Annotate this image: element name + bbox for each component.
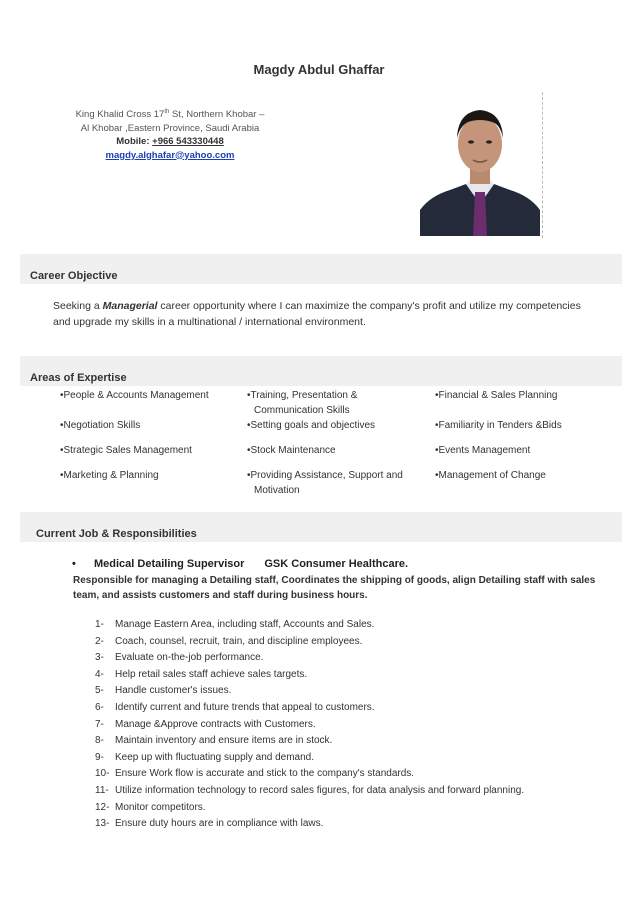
email-link[interactable]: magdy.alghafar@yahoo.com: [105, 149, 235, 161]
job-bullet: •: [72, 558, 76, 570]
section-heading-current-job: Current Job & Responsibilities: [36, 528, 197, 540]
mobile-number-link[interactable]: +966 543330448: [152, 136, 224, 148]
list-item: 12- Monitor competitors.: [95, 801, 206, 813]
expertise-item: •Strategic Sales Management: [60, 445, 192, 456]
expertise-item: •Familiarity in Tenders &Bids: [435, 420, 562, 431]
list-item: 2- Coach, counsel, recruit, train, and discipline employees.: [95, 635, 363, 647]
list-item: 1- Manage Eastern Area, including staff, Accounts and Sales.: [95, 619, 375, 630]
job-title: Medical Detailing Supervisor: [94, 558, 245, 570]
candidate-name: Magdy Abdul Ghaffar: [253, 62, 385, 77]
list-item: 10- Ensure Work flow is accurate and stick to the company's standards.: [95, 768, 415, 780]
expertise-item: •Setting goals and objectives: [247, 420, 376, 431]
expertise-item: •Management of Change: [435, 470, 546, 481]
address-line-1-sup: th: [164, 109, 170, 115]
career-objective-text: [53, 298, 613, 330]
section-heading-career-objective: Career Objective: [30, 270, 118, 282]
job-description-line-1: Responsible for managing a Detailing staff, Coordinates the shipping of goods, align Detailing staff with sales: [73, 575, 596, 586]
list-item: 6- Identify current and future trends that appeal to customers.: [95, 701, 375, 713]
responsibilities-list: [95, 617, 615, 833]
list-item: 8- Maintain inventory and ensure items are in stock.: [95, 735, 333, 747]
company-name: GSK Consumer Healthcare.: [264, 558, 409, 570]
objective-line-1-end: career opportunity where I can maximize the company's profit and utilize my competencies: [157, 300, 581, 312]
address-line-1: [60, 106, 280, 122]
contact-block: [60, 106, 280, 162]
expertise-item: •Providing Assistance, Support and: [247, 470, 403, 481]
career-objective-line-1: [53, 298, 613, 314]
section-heading-expertise: Areas of Expertise: [30, 372, 127, 384]
list-item: 13- Ensure duty hours are in compliance with laws.: [95, 818, 324, 830]
career-objective-line-2: and upgrade my skills in a multinational / international environment.: [53, 316, 366, 328]
list-item: 3- Evaluate on-the-job performance.: [95, 652, 264, 664]
expertise-item-continued: Communication Skills: [254, 405, 350, 416]
expertise-item: •Marketing & Planning: [60, 470, 159, 481]
address-line-1-end: St, Northern Khobar –: [169, 109, 265, 121]
job-title-line: [72, 558, 408, 570]
job-description-line-2: team, and assists customers and staff during business hours.: [73, 590, 368, 601]
job-description: [73, 573, 613, 603]
mobile-label: Mobile:: [116, 136, 153, 148]
profile-photo: [420, 92, 540, 236]
list-item: 9- Keep up with fluctuating supply and demand.: [95, 751, 315, 763]
expertise-item: •Stock Maintenance: [247, 445, 336, 456]
address-line-1-start: King Khalid Cross 17: [75, 109, 165, 121]
list-item: 11- Utilize information technology to record sales figures, for data analysis and forward planning.: [95, 784, 525, 796]
expertise-item-continued: Motivation: [254, 485, 300, 496]
address-line-2: Al Khobar ,Eastern Province, Saudi Arabia: [80, 122, 260, 134]
expertise-item: •People & Accounts Management: [60, 390, 209, 401]
list-item: 4- Help retail sales staff achieve sales targets.: [95, 668, 308, 680]
expertise-item: •Financial & Sales Planning: [435, 390, 558, 401]
mobile-line: [60, 135, 280, 149]
expertise-item: •Training, Presentation &: [247, 390, 358, 401]
expertise-item: •Negotiation Skills: [60, 420, 141, 431]
photo-border: [538, 92, 543, 238]
expertise-item: •Events Management: [435, 445, 531, 456]
list-item: 5- Handle customer's issues.: [95, 685, 232, 697]
objective-emphasis: Managerial: [102, 300, 158, 312]
list-item: 7- Manage &Approve contracts with Customers.: [95, 718, 316, 730]
objective-start: Seeking a: [53, 300, 103, 312]
